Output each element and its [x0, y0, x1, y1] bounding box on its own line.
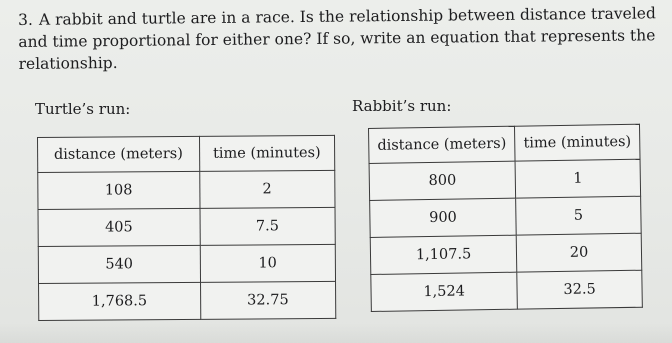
distance-cell: 800 [369, 161, 516, 200]
column-header-distance: distance (meters) [369, 126, 516, 163]
rabbit-run-table [368, 124, 643, 312]
column-header-distance: distance (meters) [38, 136, 200, 172]
time-cell: 10 [200, 244, 336, 282]
distance-cell: 1,768.5 [39, 282, 201, 320]
time-cell: 32.75 [200, 281, 336, 319]
question-prompt [18, 2, 664, 75]
distance-cell: 900 [370, 198, 517, 237]
time-cell: 1 [515, 159, 640, 198]
time-cell: 7.5 [200, 207, 336, 245]
table-header-row [369, 124, 641, 163]
table-header-row [38, 135, 335, 172]
table-row [38, 207, 335, 246]
time-cell: 32.5 [517, 270, 642, 309]
column-header-time: time (minutes) [199, 135, 335, 171]
distance-cell: 540 [38, 245, 200, 283]
distance-cell: 1,107.5 [370, 235, 517, 274]
time-cell: 2 [199, 170, 335, 208]
page-shadow [0, 323, 672, 343]
rabbit-run-label: Rabbit’s run: [352, 97, 452, 115]
time-cell: 20 [516, 233, 641, 272]
table-row [39, 281, 336, 320]
table-row [370, 233, 642, 274]
table-row [370, 196, 642, 237]
question-number: 3. [18, 10, 34, 29]
question-text: A rabbit and turtle are in a race. Is the relationship between distance traveled and time proportional for either one? If so, write an equation that represents the relationship. [18, 4, 656, 73]
table-row [371, 270, 643, 311]
table-row [369, 159, 641, 200]
distance-cell: 405 [38, 208, 200, 246]
column-header-time: time (minutes) [515, 124, 640, 161]
time-cell: 5 [516, 196, 641, 235]
turtle-run-table [37, 135, 336, 321]
distance-cell: 108 [38, 171, 200, 209]
table-row [38, 170, 335, 209]
table-row [38, 244, 335, 283]
distance-cell: 1,524 [371, 272, 518, 311]
turtle-run-label: Turtle’s run: [35, 100, 131, 118]
